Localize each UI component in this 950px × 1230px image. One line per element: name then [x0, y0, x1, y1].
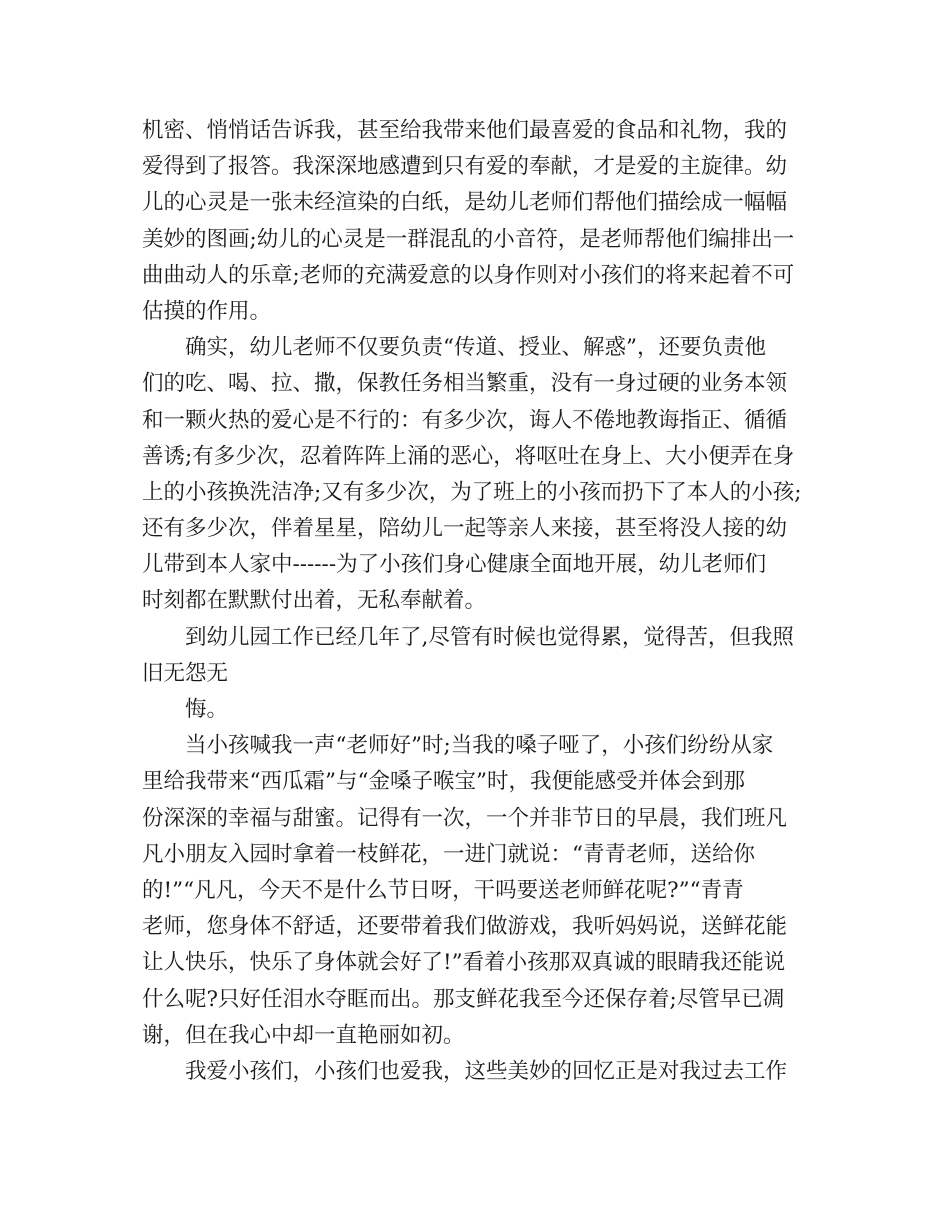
text-line: 里给我带来“西瓜霜”与“金嗓子喉宝”时，我便能感受并体会到那 [142, 769, 745, 795]
text-line: 旧无怨无 [142, 660, 229, 686]
text-line: 儿的心灵是一张未经渲染的白纸，是幼儿老师们帮他们描绘成一幅幅 [142, 190, 788, 216]
text-line: 凡小朋友入园时拿着一枝鲜花，一进门就说：“青青老师，送给你 [142, 841, 755, 867]
text-line: 爱得到了报答。我深深地感遭到只有爱的奉献，才是爱的主旋律。幼 [142, 154, 788, 180]
text-line: 谢，但在我心中却一直艳丽如初。 [142, 1022, 465, 1048]
text-line: 我爱小孩们，小孩们也爱我，这些美妙的回忆正是对我过去工作 [185, 1058, 788, 1084]
text-line: 当小孩喊我一声“老师好”时;当我的嗓子哑了，小孩们纷纷从家 [185, 733, 774, 759]
text-line: 善诱;有多少次，忍着阵阵上涌的恶心，将呕吐在身上、大小便弄在身 [142, 443, 795, 469]
document-body-text [142, 113, 832, 1090]
text-line: 估摸的作用。 [142, 298, 272, 324]
text-line: 时刻都在默默付出着，无私奉献着。 [142, 588, 487, 614]
text-line: 上的小孩换洗洁净;又有多少次，为了班上的小孩而扔下了本人的小孩; [142, 479, 802, 505]
text-line: 什么呢?只好任泪水夺眶而出。那支鲜花我至今还保存着;尽管早已凋 [142, 986, 785, 1012]
text-line: 份深深的幸福与甜蜜。记得有一次，一个并非节日的早晨，我们班凡 [142, 805, 788, 831]
text-line: 的!”“凡凡，今天不是什么节日呀，干吗要送老师鲜花呢?”“青青 [142, 877, 744, 903]
text-line: 让人快乐，快乐了身体就会好了!”看着小孩那双真诚的眼睛我还能说 [142, 950, 786, 976]
text-line: 老师，您身体不舒适，还要带着我们做游戏，我听妈妈说，送鲜花能 [142, 914, 788, 940]
text-line: 曲曲动人的乐章;老师的充满爱意的以身作则对小孩们的将来起着不可 [142, 262, 795, 288]
text-line: 到幼儿园工作已经几年了,尽管有时候也觉得累，觉得苦，但我照 [185, 624, 794, 650]
text-line: 还有多少次，伴着星星，陪幼儿一起等亲人来接，甚至将没人接的幼 [142, 516, 788, 542]
text-line: 机密、悄悄话告诉我，甚至给我带来他们最喜爱的食品和礼物，我的 [142, 118, 788, 143]
text-line: 和一颗火热的爱心是不行的：有多少次，诲人不倦地教诲指正、循循 [142, 407, 788, 433]
text-line: 美妙的图画;幼儿的心灵是一群混乱的小音符，是老师帮他们编排出一 [142, 226, 795, 252]
text-line: 们的吃、喝、拉、撒，保教任务相当繁重，没有一身过硬的业务本领 [142, 371, 788, 397]
text-line: 悔。 [185, 697, 229, 722]
text-line: 儿带到本人家中------为了小孩们身心健康全面地开展，幼儿老师们 [142, 552, 767, 578]
text-line: 确实，幼儿老师不仅要负责“传道、授业、解惑”，还要负责他 [185, 335, 766, 361]
